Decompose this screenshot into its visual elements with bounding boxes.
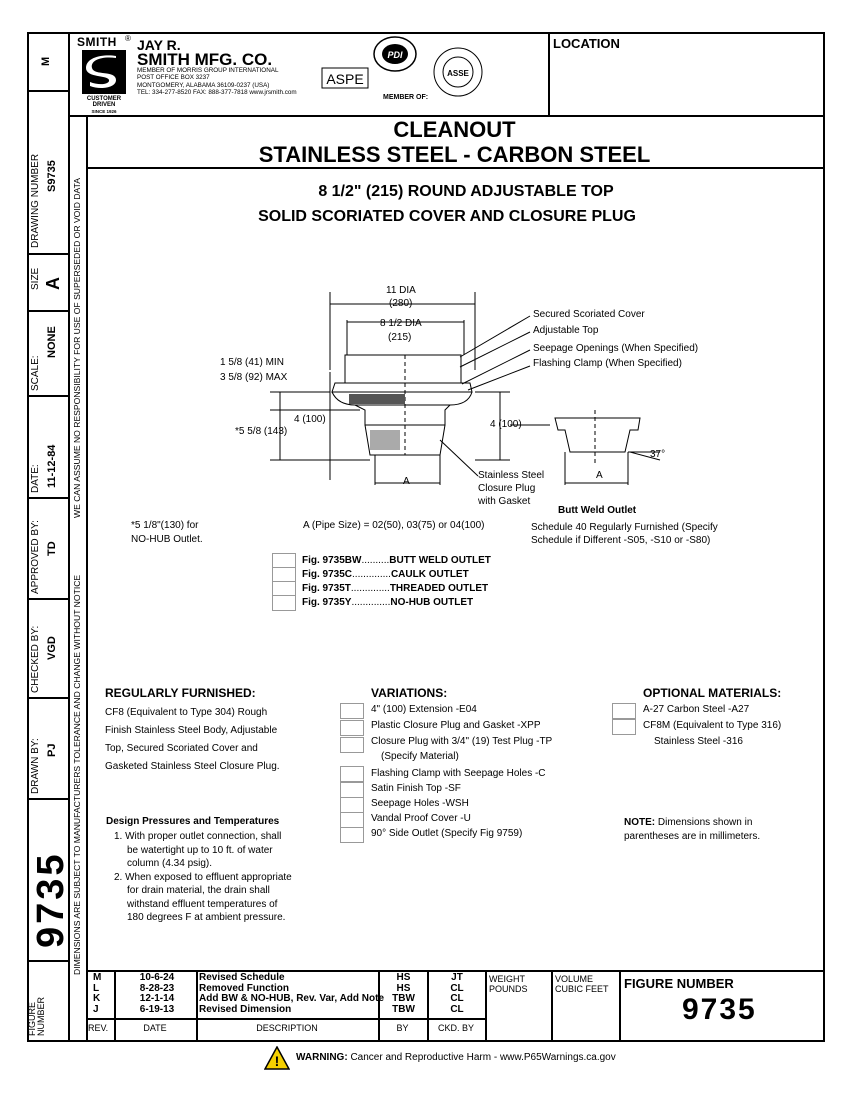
warning-icon xyxy=(264,1046,290,1075)
subtitle-line1: 8 1/2" (215) ROUND ADJUSTABLE TOP xyxy=(318,183,614,200)
svg-text:ASSE: ASSE xyxy=(447,69,469,78)
optional-checkbox[interactable] xyxy=(612,719,636,735)
scale-value: NONE xyxy=(46,326,58,358)
disclaimer-superseded: WE CAN ASSUME NO RESPONSIBILITY FOR USE OF SUPERSEDED OR VOID DATA xyxy=(72,178,82,518)
variation-item: 4" (100) Extension -E04 xyxy=(371,704,477,715)
optional-item: CF8M (Equivalent to Type 316) xyxy=(643,720,782,731)
schedule-note: Schedule 40 Regularly Furnished (Specify Schedule if Different -S05, -S10 or -S80) xyxy=(531,522,718,546)
drawn-label: DRAWN BY: xyxy=(30,738,41,794)
scale-label: SCALE: xyxy=(30,355,41,391)
callout-seepage: Seepage Openings (When Specified) xyxy=(533,343,699,354)
mm-note: NOTE: Dimensions shown in parentheses are in millimeters. xyxy=(624,817,761,842)
location-divider xyxy=(548,32,550,116)
dim-11-dia: 11 DIA xyxy=(386,285,416,296)
variation-checkbox[interactable] xyxy=(340,797,364,813)
variation-item: Flashing Clamp with Seepage Holes -C xyxy=(371,768,546,779)
figure-checkbox[interactable] xyxy=(272,595,296,611)
size-label: SIZE xyxy=(30,267,41,290)
butt-weld-outlet-title: Butt Weld Outlet xyxy=(558,505,637,516)
revision-by: HS HS TBW TBW xyxy=(392,972,415,1015)
checked-value: VGD xyxy=(46,636,58,660)
variation-checkbox[interactable] xyxy=(340,827,364,843)
figure-number-label: FIGURE NUMBER xyxy=(27,996,46,1036)
variation-checkbox[interactable] xyxy=(340,720,364,736)
variation-checkbox[interactable] xyxy=(340,812,364,828)
member-of-label: MEMBER OF: xyxy=(383,94,429,101)
dim-4-right: 4 (100) xyxy=(490,419,522,430)
variation-item: Vandal Proof Cover -U xyxy=(371,813,471,824)
revision-descriptions: Revised Schedule Removed Function Add BW & NO-HUB, Rev. Var, Add Note Revised Dimension xyxy=(199,972,385,1015)
title-line1: CLEANOUT xyxy=(393,117,516,142)
disclaimer-tolerance: DIMENSIONS ARE SUBJECT TO MANUFACTURERS TOLERANCE AND CHANGE WITHOUT NOTICE xyxy=(72,574,82,975)
design-text: 1. With proper outlet connection, shall be watertight up to 10 ft. of water column (4.34 psig). 2. When exposed to effluent appropriate for drain material, the drain shall withstand effluent temperatures of 180 degrees F at ambient pressure. xyxy=(114,831,292,923)
variation-item: Closure Plug with 3/4" (19) Test Plug -TP xyxy=(371,736,553,747)
header-ckd: CKD. BY xyxy=(437,1023,474,1033)
variation-checkbox[interactable] xyxy=(340,782,364,798)
header-date: DATE xyxy=(143,1023,167,1033)
figure-number-title: FIGURE NUMBER xyxy=(624,976,734,991)
volume-label: VOLUME CUBIC FEET xyxy=(555,974,609,994)
disclaimer-divider xyxy=(86,116,88,1040)
sidebar-figure-number: 9735 xyxy=(30,851,72,948)
header-description: DESCRIPTION xyxy=(256,1023,318,1033)
customer-driven: CUSTOMER DRIVEN xyxy=(86,96,122,108)
variation-checkbox[interactable] xyxy=(340,737,364,753)
figure-number-value: 9735 xyxy=(682,993,757,1026)
company-line1: JAY R. xyxy=(137,37,181,53)
callout-closure-plug: Stainless Steel Closure Plug with Gasket xyxy=(478,470,545,507)
dim-max: 3 5/8 (92) MAX xyxy=(220,372,288,383)
variation-item: Seepage Holes -WSH xyxy=(371,798,469,809)
pipe-size-note: A (Pipe Size) = 02(50), 03(75) or 04(100) xyxy=(303,520,485,531)
design-heading: Design Pressures and Temperatures xyxy=(106,816,280,827)
drawn-value: PJ xyxy=(46,743,58,757)
variations-heading: VARIATIONS: xyxy=(371,686,448,700)
revision-dates: 10-6-24 8-28-23 12-1-14 6-19-13 xyxy=(139,972,175,1015)
approved-label: APPROVED BY: xyxy=(30,520,41,594)
optional-item: Stainless Steel -316 xyxy=(654,736,743,747)
dim-min: 1 5/8 (41) MIN xyxy=(220,357,284,368)
dim-a-left: A xyxy=(403,476,410,487)
company-address: MEMBER OF MORRIS GROUP INTERNATIONAL POST OFFICE BOX 3237 MONTGOMERY, ALABAMA 36109-0237 (USA) TEL: 334-277-8520 FAX: 888-377-7818 www.jrsmith.com xyxy=(137,67,297,96)
svg-text:PDI: PDI xyxy=(387,50,403,60)
dim-a-right: A xyxy=(596,470,603,481)
dim-5-5-8: *5 5/8 (143) xyxy=(235,426,288,437)
date-value: 11-12-84 xyxy=(46,444,58,488)
revision-ckd: JT CL CL CL xyxy=(450,972,464,1015)
drawing-number-label: DRAWING NUMBER xyxy=(30,153,41,248)
sidebar-revision-letter: M xyxy=(40,56,52,66)
angle-37: 37° xyxy=(650,449,666,460)
dim-4-left: 4 (100) xyxy=(294,414,326,425)
variation-item: (Specify Material) xyxy=(381,751,459,762)
drawing-number: S9735 xyxy=(46,160,58,192)
member-logos xyxy=(318,36,548,104)
optional-item: A-27 Carbon Steel -A27 xyxy=(643,704,750,715)
checked-label: CHECKED BY: xyxy=(30,625,41,693)
svg-text:ASPE: ASPE xyxy=(326,71,364,87)
variation-item: 90° Side Outlet (Specify Fig 9759) xyxy=(371,828,523,839)
weight-label: WEIGHT POUNDS xyxy=(489,974,528,994)
variation-item: Satin Finish Top -SF xyxy=(371,783,461,794)
approved-value: TD xyxy=(46,541,58,556)
title-line2: STAINLESS STEEL - CARBON STEEL xyxy=(258,142,651,167)
size-value: A xyxy=(43,277,63,290)
variation-item: Plastic Closure Plug and Gasket -XPP xyxy=(371,720,541,731)
header-rev: REV. xyxy=(88,1023,109,1033)
callout-scoriated-cover: Secured Scoriated Cover xyxy=(533,309,645,320)
regularly-text: CF8 (Equivalent to Type 304) Rough Finish Stainless Steel Body, Adjustable Top, Secured Scoriated Cover and Gasketed Stainless Steel Closure Plug. xyxy=(105,707,280,772)
dim-8-1-2-dia: 8 1/2 DIA xyxy=(380,318,422,329)
company-name: SMITH MFG. CO. xyxy=(137,50,273,69)
brand-smith: SMITH xyxy=(77,35,117,49)
svg-text:!: ! xyxy=(274,1053,280,1069)
smith-logo: SMITH ® CUSTOMER DRIVEN SINCE 1926 xyxy=(77,34,131,114)
variation-checkbox[interactable] xyxy=(340,703,364,719)
optional-checkbox[interactable] xyxy=(612,703,636,719)
location-label: LOCATION xyxy=(553,36,620,51)
callout-adjustable-top: Adjustable Top xyxy=(533,325,599,336)
revision-letters: M L K J xyxy=(93,972,102,1015)
smith-s-icon xyxy=(82,50,126,94)
warning-text: WARNING: Cancer and Reproductive Harm - www.P65Warnings.ca.gov xyxy=(296,1052,616,1063)
header-by: BY xyxy=(396,1023,409,1033)
regularly-heading: REGULARLY FURNISHED: xyxy=(105,686,256,700)
nohub-note: *5 1/8"(130) for NO-HUB Outlet. xyxy=(131,520,203,545)
optional-heading: OPTIONAL MATERIALS: xyxy=(643,686,782,700)
variation-checkbox[interactable] xyxy=(340,766,364,782)
subtitle-line2: SOLID SCORIATED COVER AND CLOSURE PLUG xyxy=(258,208,636,225)
date-label: DATE: xyxy=(30,464,41,493)
callout-flashing-clamp: Flashing Clamp (When Specified) xyxy=(533,358,682,369)
